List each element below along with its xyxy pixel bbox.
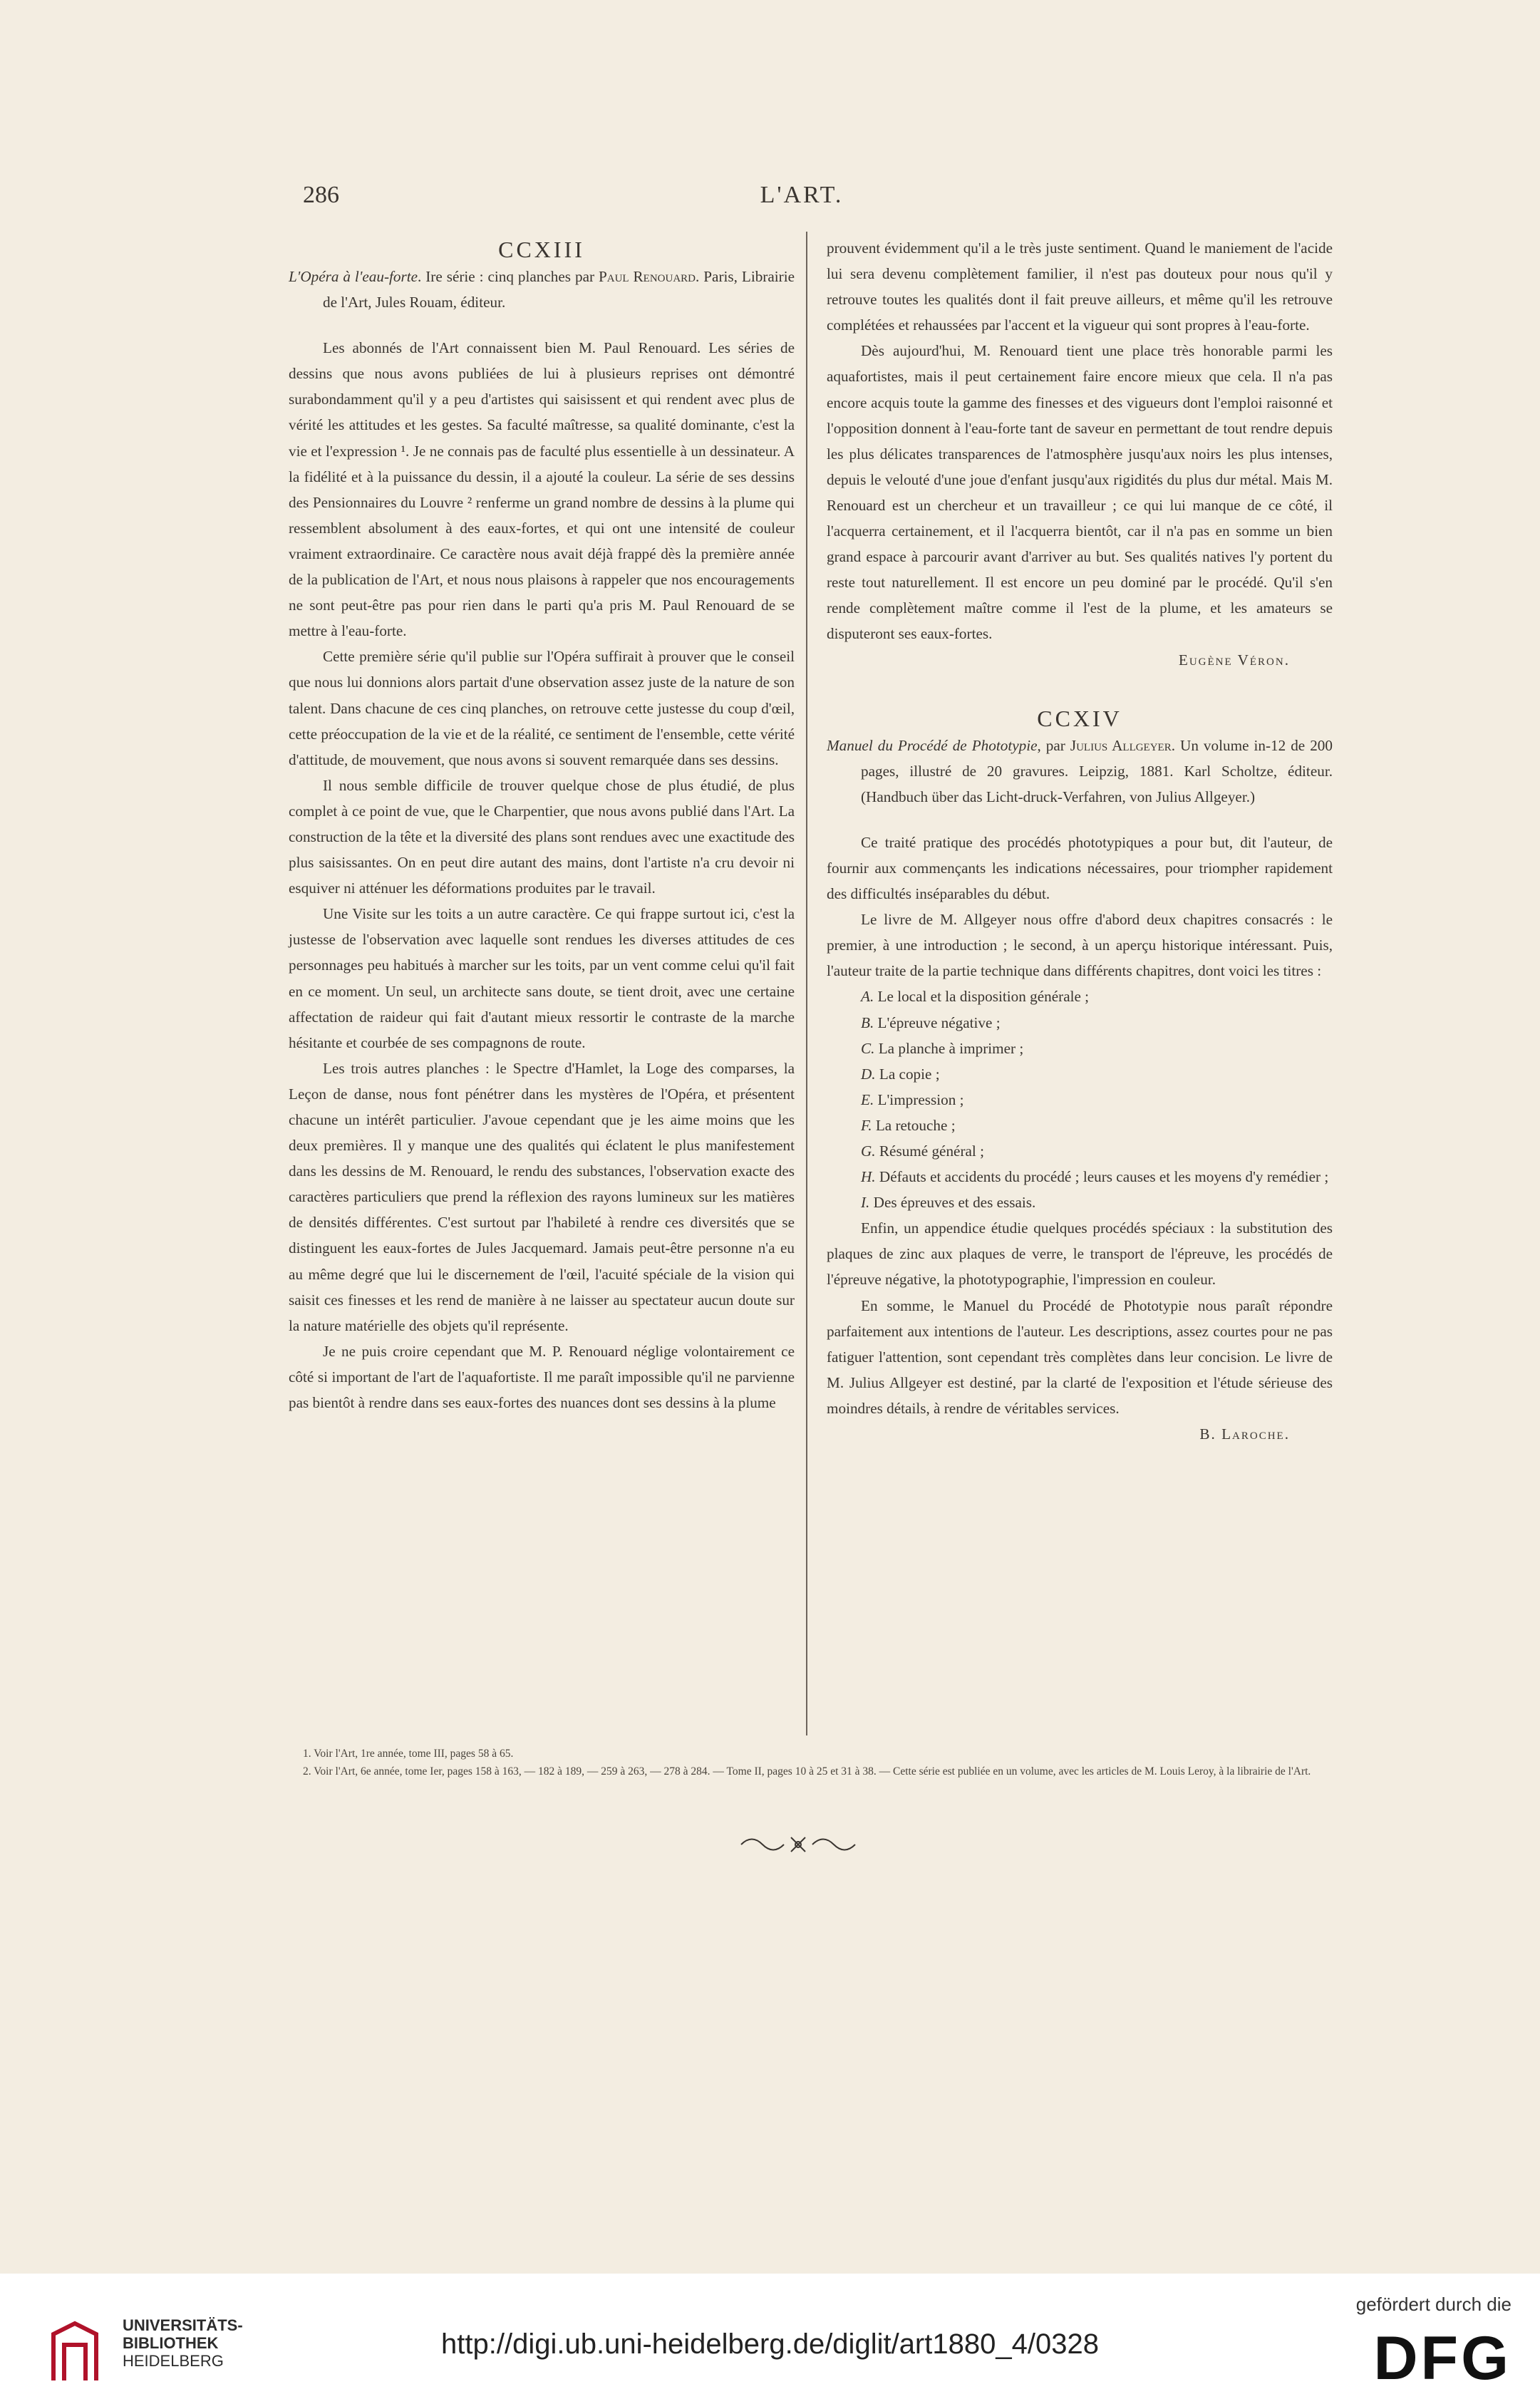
list-text: La copie ; bbox=[875, 1065, 940, 1083]
logo-line: UNIVERSITÄTS- bbox=[123, 2316, 243, 2334]
paragraph: Le livre de M. Allgeyer nous offre d'abord deux chapitres consacrés : le premier, à une introduction ; le second, à un aperçu historique intéressant. Puis, l'auteur traite de la partie technique dans différents chapitres, dont voici les titres : bbox=[827, 911, 1333, 980]
biblio-title: L'Opéra à l'eau-forte bbox=[289, 268, 418, 285]
biblio-rest: . Ire série : cinq planches par bbox=[418, 268, 599, 285]
page-header bbox=[281, 182, 1322, 210]
left-column bbox=[289, 235, 795, 1415]
list-letter: G. bbox=[861, 1142, 876, 1160]
right-column bbox=[827, 235, 1333, 1447]
paragraph: Ce traité pratique des procédés phototypiques a pour but, dit l'auteur, de fournir aux commençants les indications nécessaires, pour triompher rapidement des difficultés inséparables du début. bbox=[827, 833, 1333, 903]
list-letter: A. bbox=[861, 988, 874, 1006]
list-item bbox=[827, 1113, 1333, 1138]
biblio-par: , par bbox=[1037, 736, 1070, 754]
column-divider bbox=[806, 232, 807, 1735]
list-letter: C. bbox=[861, 1039, 875, 1057]
paragraph: En somme, le Manuel du Procédé de Phototypie nous paraît répondre parfaitement aux intentions de l'auteur. Les descriptions, assez courtes pour ne pas fatiguer l'attention, sont cependant très complètes dans leur concision. Le livre de M. Julius Allgeyer est destiné, par la clarté de l'exposition et l'étude sérieuse des moindres détails, à rendre de véritables services. bbox=[827, 1296, 1333, 1417]
paragraph: Cette première série qu'il publie sur l'Opéra suffirait à prouver que le conseil que nous lui donnions alors partait d'une observation assez juste de la nature de son talent. Dans chacune de ces cinq planches, on retrouve cette justesse du coup d'œil, cette préoccupation de la vie et de la réalité, ce sentiment de l'ensemble, cette vérité d'attitude, de mouvement, que nous avons si souvent remarquée dans ses dessins. bbox=[289, 648, 795, 768]
list-item bbox=[827, 1036, 1333, 1061]
paragraph: Je ne puis croire cependant que M. P. Renouard néglige volontairement ce côté si important de l'art de l'aquafortiste. Il me paraît impossible qu'il ne parvienne pas bientôt à rendre dans ses eaux-fortes des nuances dont ses dessins à la plume bbox=[289, 1342, 795, 1412]
paragraph: prouvent évidemment qu'il a le très juste sentiment. Quand le maniement de l'acide lui sera devenu complètement familier, il n'est pas douteux pour nous qu'il y retrouve toutes les qualités dont il fait preuve ailleurs, et même qu'il les retrouve complétées et rehaussées par l'accent et la vigueur qui sont propres à l'eau-forte. bbox=[827, 239, 1333, 334]
paragraph: Une Visite sur les toits a un autre caractère. Ce qui frappe surtout ici, c'est la justesse de l'observation avec laquelle sont rendues les diverses attitudes de ces personnages peu habitués à marcher sur les toits, par un vent comme celui qu'il fait en ce moment. Un seul, un architecte sans doute, se tient droit, avec une certaine affectation de raideur qui fait d'autant mieux ressortir le contraste de la marche hésitante et courbée de ses compagnons de route. bbox=[289, 905, 795, 1051]
list-text: L'épreuve négative ; bbox=[874, 1013, 1001, 1031]
list-item bbox=[827, 1190, 1333, 1215]
list-text: Défauts et accidents du procédé ; leurs causes et les moyens d'y remédier ; bbox=[875, 1168, 1329, 1186]
page-number: 286 bbox=[303, 182, 339, 208]
biblio-rest: . Un volume in-12 de 200 pages, illustré de 20 gravures. Leipzig, 1881. Karl Scholtze, éditeur. (Handbuch über das Licht-druck-Verfahren, von Julius Allgeyer.) bbox=[861, 736, 1333, 805]
list-text: La retouche ; bbox=[872, 1116, 956, 1134]
footer-bar bbox=[0, 2274, 1540, 2404]
section-title-ccxiii: CCXIII bbox=[498, 237, 585, 262]
list-text: La planche à imprimer ; bbox=[874, 1039, 1024, 1057]
list-item bbox=[827, 1061, 1333, 1087]
logo-line: HEIDELBERG bbox=[123, 2352, 224, 2370]
biblio-title: Manuel du Procédé de Phototypie bbox=[827, 736, 1038, 754]
running-head: L'ART. bbox=[760, 182, 844, 208]
paragraph: Enfin, un appendice étudie quelques procédés spéciaux : la substitution des plaques de zinc aux plaques de verre, le transport de l'épreuve, les procédés de l'épreuve négative, la phototypographie, l'impression en couleur. bbox=[827, 1219, 1333, 1289]
bibliographic-entry bbox=[827, 733, 1333, 810]
list-letter: D. bbox=[861, 1065, 876, 1083]
footnote: 2. Voir l'Art, 6e année, tome Ier, pages 158 à 163, — 182 à 189, — 259 à 263, — 278 à 284. — Tome II, pages 10 à 25 et 31 à 38. — Cette série est publiée en un volume, avec les articles de M. Louis Leroy, à la librairie de l'Art. bbox=[303, 1765, 1311, 1778]
footnote: 1. Voir l'Art, 1re année, tome III, pages 58 à 65. bbox=[303, 1748, 514, 1760]
list-text: L'impression ; bbox=[874, 1090, 964, 1108]
source-url[interactable]: http://digi.ub.uni-heidelberg.de/diglit/art1880_4/0328 bbox=[441, 2328, 1099, 2360]
list-item bbox=[827, 1138, 1333, 1164]
ornament-icon bbox=[734, 1830, 862, 1859]
list-text: Le local et la disposition générale ; bbox=[874, 988, 1090, 1006]
signature: B. Laroche. bbox=[1199, 1425, 1290, 1443]
dfg-label: gefördert durch die bbox=[1355, 2294, 1511, 2315]
paragraph: Il nous semble difficile de trouver quelque chose de plus étudié, de plus complet à ce point de vue, que le Charpentier, que nous avons publié dans l'Art. La construction de la tête et la diversité des plans sont rendues avec une exactitude des plus saisissantes. On en peut dire autant des mains, dont l'artiste n'a cru devoir ni esquiver ni atténuer les déformations produites par le travail. bbox=[289, 776, 795, 897]
list-letter: B. bbox=[861, 1013, 874, 1031]
list-item bbox=[827, 1164, 1333, 1190]
list-item bbox=[827, 1010, 1333, 1036]
dfg-logo bbox=[1340, 2294, 1511, 2393]
list-text: Résumé général ; bbox=[875, 1142, 984, 1160]
list-item bbox=[827, 984, 1333, 1009]
list-text: Des épreuves et des essais. bbox=[869, 1194, 1036, 1212]
dfg-mark: DFG bbox=[1373, 2324, 1511, 2393]
list-letter: F. bbox=[861, 1116, 872, 1134]
section-title-ccxiv: CCXIV bbox=[1037, 705, 1122, 731]
biblio-author: Paul Renouard bbox=[598, 268, 696, 285]
biblio-author: Julius Allgeyer bbox=[1070, 736, 1172, 754]
list-letter: H. bbox=[861, 1168, 876, 1186]
list-letter: I. bbox=[861, 1194, 870, 1212]
footnotes bbox=[289, 1745, 1329, 1780]
signature: Eugène Véron. bbox=[1178, 651, 1290, 669]
list-item bbox=[827, 1087, 1333, 1113]
logo-line: BIBLIOTHEK bbox=[123, 2334, 219, 2352]
biblio-publisher: . Paris, Librairie de l'Art, Jules Rouam, éditeur. bbox=[323, 268, 795, 311]
paragraph: Les abonnés de l'Art connaissent bien M. Paul Renouard. Les séries de dessins que nous avons publiées de lui à plusieurs reprises ont démontré surabondamment qu'il y a peu d'artistes qui saisissent et qui rendent avec plus de vérité les attitudes et les gestes. Sa faculté maîtresse, sa qualité dominante, c'est la vie et l'expression ¹. Je ne connais pas de faculté plus essentielle à un dessinateur. A la fidélité et à la puissance du dessin, il a ajouté la couleur. La série de ses dessins des Pensionnaires du Louvre ² renferme un grand nombre de dessins à la plume qui ressemblent absolument à des eaux-fortes, et qui ont une intensité de couleur vraiment extraordinaire. Ce caractère nous avait déjà frappé dès la première année de la publication de l'Art, et nous nous plaisons à rappeler que nos encouragements ne sont peut-être pas pour rien dans le parti qu'a pris M. Paul Renouard de se mettre à l'eau-forte. bbox=[289, 339, 795, 640]
list-letter: E. bbox=[861, 1090, 874, 1108]
bibliographic-entry bbox=[289, 264, 795, 315]
paragraph: Dès aujourd'hui, M. Renouard tient une place très honorable parmi les aquafortistes, mais il peut certainement faire encore mieux que cela. Il n'a pas encore acquis toute la gamme des finesses et des vigueurs dont l'emploi raisonné et l'opposition donnent à l'eau-forte tant de saveur en permettant de tout rendre depuis les plus délicates transparences de l'atmosphère jusqu'aux noirs les plus intenses, depuis le velouté d'une joue d'enfant jusqu'aux rigidités du plus dur métal. Mais M. Renouard est un chercheur et un travailleur ; ce qui lui manque de ce côté, il l'acquerra certainement, et il l'acquerra bientôt, car il n'a pas en somme un bien grand espace à parcourir avant d'arriver au but. Ses qualités natives l'y portent du reste tout naturellement. Il est encore un peu dominé par le procédé. Qu'il s'en rende complètement maître comme il l'est de la plume, et les amateurs se disputeront ses eaux-fortes. bbox=[827, 342, 1333, 643]
paragraph: Les trois autres planches : le Spectre d'Hamlet, la Loge des comparses, la Leçon de danse, nous font pénétrer dans les mystères de l'Opéra, et présentent chacune un intérêt particulier. J'avoue cependant que je les aime moins que les deux premières. Il y manque une des qualités qui éclatent le plus manifestement dans les dessins de M. Renouard, le rendu des substances, l'observation exacte des caractères particuliers que prend la réflexion des rayons lumineux sur les matières de densités différentes. C'est surtout par l'habileté à rendre ces diversités que se distinguent les eaux-fortes de Jules Jacquemard. Jamais peut-être personne n'a eu au même degré que lui le discernement de l'œil, l'acuité spéciale de la vision qui saisit ces finesses et les rend de manière à ne laisser au spectateur aucun doute sur la nature matérielle des objets qu'il représente. bbox=[289, 1059, 795, 1334]
